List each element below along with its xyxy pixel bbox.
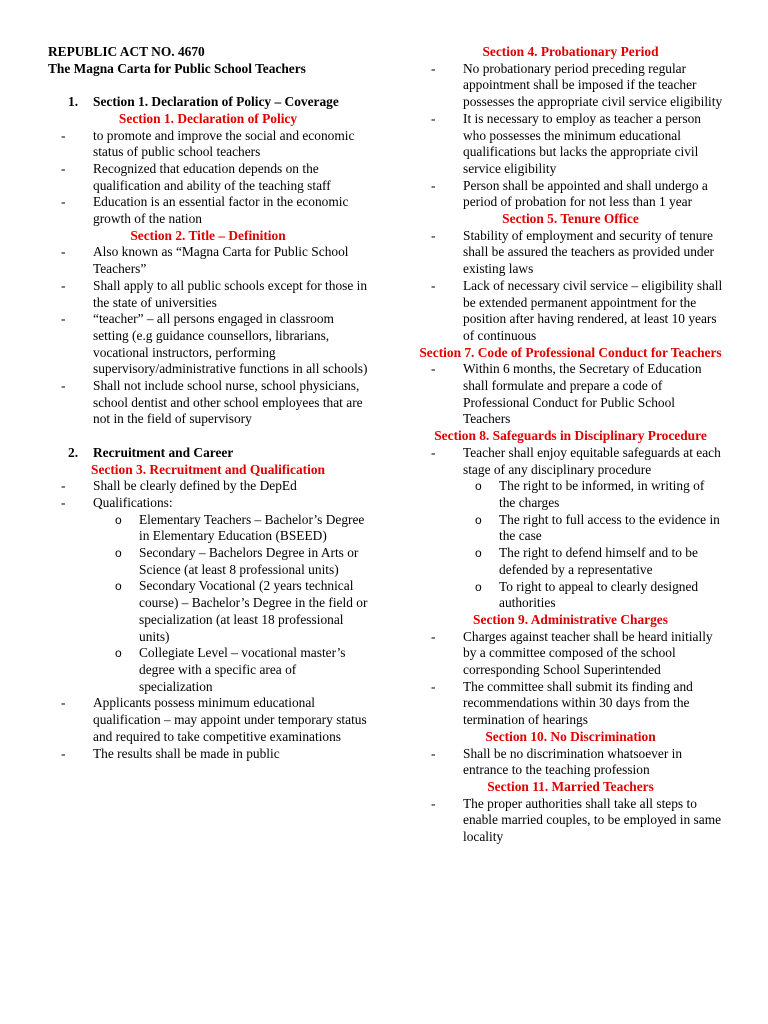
sub-list-item: o To right to appeal to clearly designed authorities (475, 578, 699, 611)
sub-list-item: o Collegiate Level – vocational master’s degree with a specific area of specialization (115, 645, 346, 694)
list-item: - Education is an essential factor in the economic growth of the nation (61, 194, 349, 227)
list-item: - Person shall be appointed and shall undergo a period of probation for not less than 1 year (431, 177, 708, 210)
list-item: - Charges against teacher shall be heard initially by a committee composed of the school corresponding School Superintended (431, 628, 713, 678)
sub-list-item: o The right to be informed, in writing of the charges (475, 478, 705, 510)
section-heading: Section 3. Recruitment and Qualification (91, 461, 325, 477)
list-item: - Stability of employment and security of tenure shall be assured the teachers as provided under existing laws (431, 227, 714, 277)
document-title: REPUBLIC ACT NO. 4670 (48, 44, 205, 59)
section-heading: Section 1. Declaration of Policy (118, 110, 298, 126)
section-heading: Section 2. Title – Definition (130, 227, 286, 243)
list-item: - to promote and improve the social and economic status of public school teachers (61, 127, 355, 160)
document-subtitle: The Magna Carta for Public School Teachers (48, 60, 306, 76)
sub-list-item: o Secondary Vocational (2 years technical course) – Bachelor’s Degree in the field or specialization (at least 18 professional units) (115, 578, 368, 644)
list-item: - The proper authorities shall take all steps to enable married couples, to be employed in same locality (431, 795, 722, 845)
list-item: - Shall apply to all public schools except for those in the state of universities (61, 277, 368, 310)
list-item: - It is necessary to employ as teacher a person who possesses the minimum educational qualifications but lacks the appropriate civil service eligibility (431, 110, 701, 176)
list-item: - Within 6 months, the Secretary of Education shall formulate and prepare a code of Professional Conduct for Public School Teachers (431, 361, 702, 427)
list-item: - Recognized that education depends on the qualification and ability of the teaching staff (61, 160, 331, 193)
sub-list-item: o The right to full access to the evidence in the case (475, 511, 720, 544)
list-item: - The committee shall submit its finding and recommendations within 30 days from the termination of hearings (431, 678, 693, 728)
section-heading: Section 4. Probationary Period (482, 44, 659, 59)
section-heading: Section 7. Code of Professional Conduct for Teachers (419, 344, 722, 360)
section-heading: Section 9. Administrative Charges (473, 611, 668, 627)
list-item: - “teacher” – all persons engaged in classroom setting (e.g guidance counsellors, librarians, vocational instructors, performing supervisory/administrative functions in all schools) (61, 311, 368, 377)
section-heading: Section 8. Safeguards in Disciplinary Procedure (434, 428, 707, 444)
sub-list-item: o Secondary – Bachelors Degree in Arts or Science (at least 8 professional units) (115, 545, 359, 577)
sub-list-item: o The right to defend himself and to be defended by a representative (475, 545, 698, 577)
list-item: - Teacher shall enjoy equitable safeguards at each stage of any disciplinary procedure (431, 444, 721, 477)
list-item: - No probationary period preceding regular appointment shall be imposed if the teacher possesses the appropriate civil service eligibility (431, 60, 723, 110)
list-item: - Shall be no discrimination whatsoever in entrance to the teaching profession (431, 745, 683, 778)
section-heading: Section 10. No Discrimination (485, 728, 656, 744)
sub-list (418, 478, 723, 612)
left-column (48, 44, 368, 762)
list-item: - Lack of necessary civil service – eligibility shall be extended permanent appointment for the position after having rendered, at least 10 years of continuous (431, 277, 723, 343)
list-item: - Shall be clearly defined by the DepEd (61, 478, 297, 494)
right-column (418, 44, 723, 846)
section-heading: Section 5. Tenure Office (502, 211, 639, 227)
list-item: - Qualifications: (61, 494, 173, 510)
numbered-heading-1: 1. Section 1. Declaration of Policy – Coverage (68, 94, 339, 110)
sub-list (48, 512, 368, 696)
numbered-heading-2: 2. Recruitment and Career (68, 444, 234, 460)
list-item: - Shall not include school nurse, school physicians, school dentist and other school employees that are not in the field of supervisory (61, 378, 363, 427)
list-item: - Also known as “Magna Carta for Public School Teachers” (61, 244, 349, 277)
sub-list-item: o Elementary Teachers – Bachelor’s Degree in Elementary Education (BSEED) (115, 511, 365, 544)
list-item: - The results shall be made in public (61, 745, 280, 761)
section-heading: Section 11. Married Teachers (487, 778, 654, 794)
list-item: - Applicants possess minimum educational qualification – may appoint under temporary status and required to take competitive examinations (61, 695, 367, 744)
